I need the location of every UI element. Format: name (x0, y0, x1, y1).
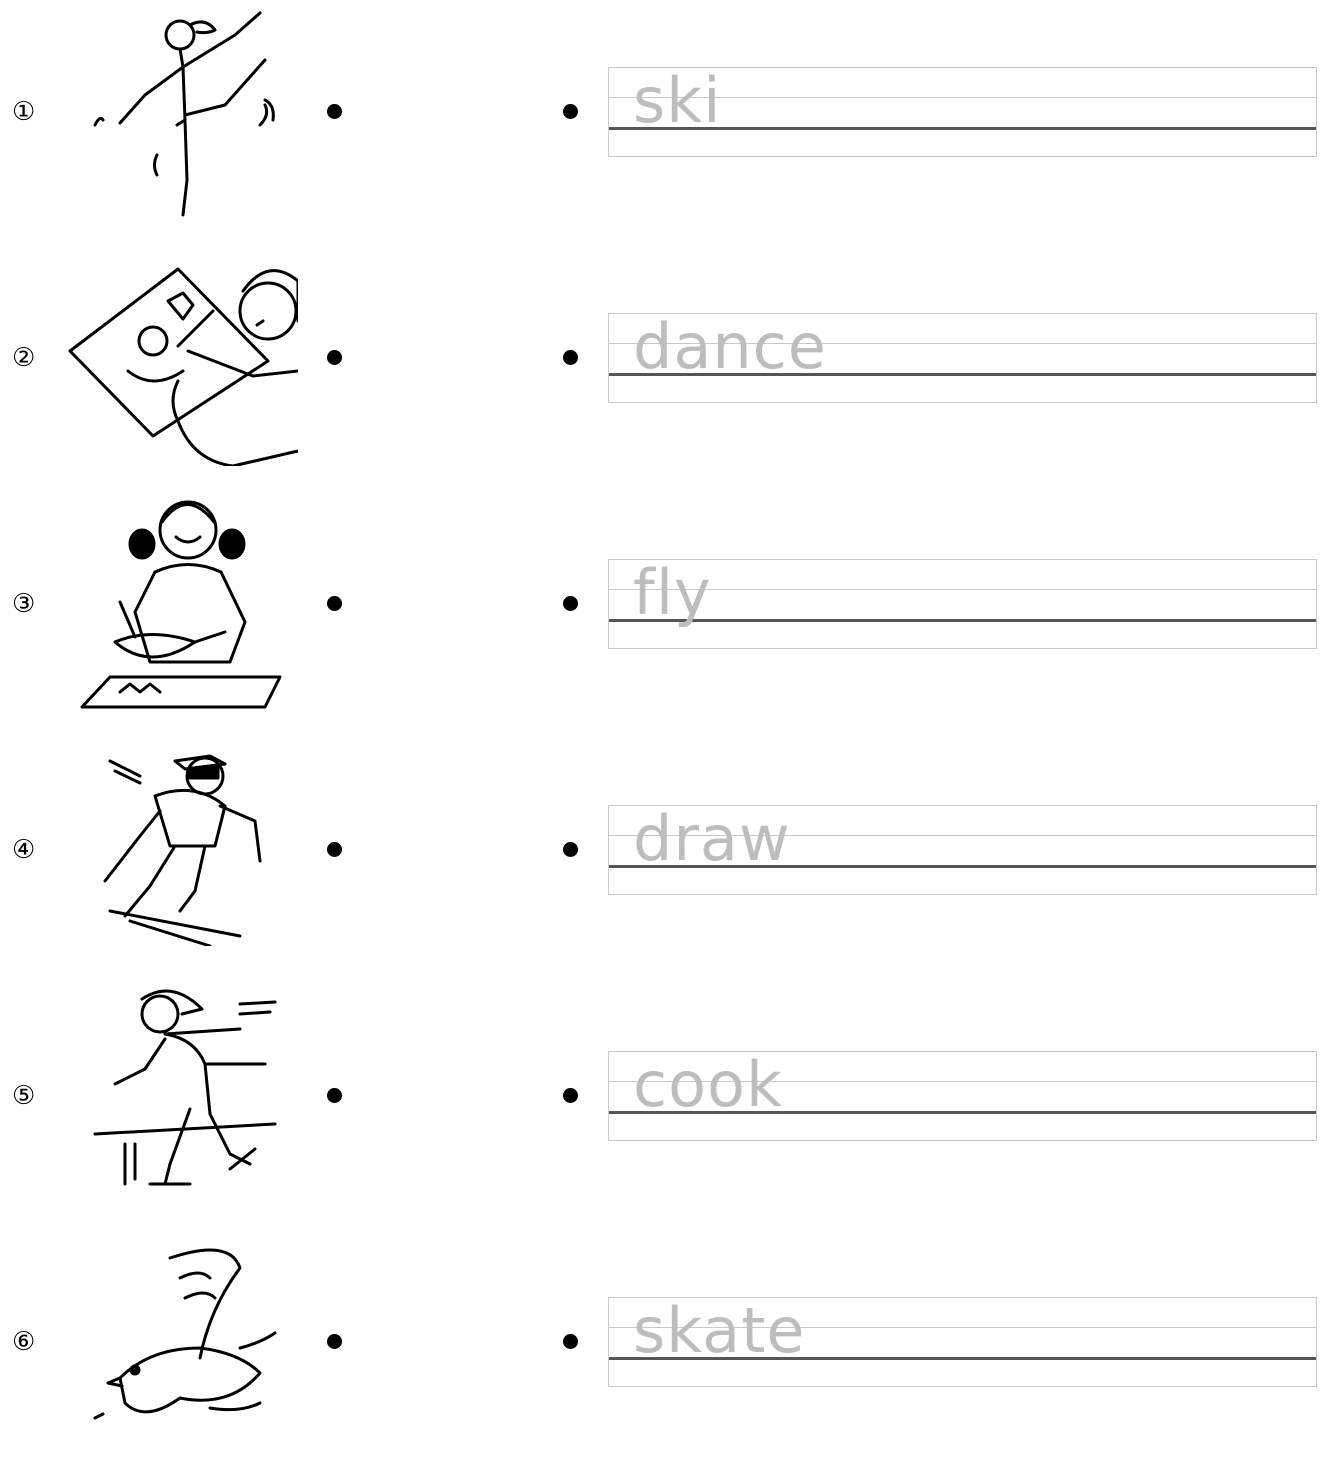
item-number: ③ (12, 589, 36, 619)
handwriting-lines (608, 1294, 1317, 1387)
worksheet-row-6 (0, 1230, 1327, 1476)
trace-word: fly (633, 556, 712, 629)
handwriting-lines (608, 64, 1317, 157)
right-match-dot[interactable] (563, 1334, 578, 1349)
left-match-dot[interactable] (327, 1088, 342, 1103)
handwriting-lines (608, 556, 1317, 649)
item-number: ⑥ (12, 1327, 36, 1357)
trace-word: skate (633, 1294, 806, 1367)
trace-word: cook (633, 1048, 783, 1121)
item-number: ② (12, 343, 36, 373)
worksheet-row-4 (0, 738, 1327, 984)
left-match-dot[interactable] (327, 1334, 342, 1349)
right-match-dot[interactable] (563, 1088, 578, 1103)
left-match-dot[interactable] (327, 596, 342, 611)
item-number: ① (12, 97, 36, 127)
person-drawing-illustration (68, 251, 298, 466)
worksheet-row-5 (0, 984, 1327, 1230)
ice-skater-illustration (90, 984, 280, 1209)
right-match-dot[interactable] (563, 596, 578, 611)
handwriting-lines (608, 1048, 1317, 1141)
baseline (609, 619, 1316, 622)
handwriting-lines (608, 802, 1317, 895)
trace-word: dance (633, 310, 827, 383)
left-match-dot[interactable] (327, 350, 342, 365)
trace-word: draw (633, 802, 791, 875)
worksheet-row-3 (0, 492, 1327, 738)
skier-illustration (80, 746, 275, 946)
ballet-dancer-illustration (80, 5, 290, 225)
item-number: ④ (12, 835, 36, 865)
right-match-dot[interactable] (563, 104, 578, 119)
worksheet-row-1 (0, 0, 1327, 246)
flying-bird-illustration (90, 1248, 280, 1433)
left-match-dot[interactable] (327, 842, 342, 857)
right-match-dot[interactable] (563, 842, 578, 857)
handwriting-lines (608, 310, 1317, 403)
item-number: ⑤ (12, 1081, 36, 1111)
left-match-dot[interactable] (327, 104, 342, 119)
worksheet-row-2 (0, 246, 1327, 492)
guide-line (609, 589, 1316, 590)
right-match-dot[interactable] (563, 350, 578, 365)
trace-word: ski (633, 64, 722, 137)
girl-cooking-illustration (80, 492, 285, 712)
